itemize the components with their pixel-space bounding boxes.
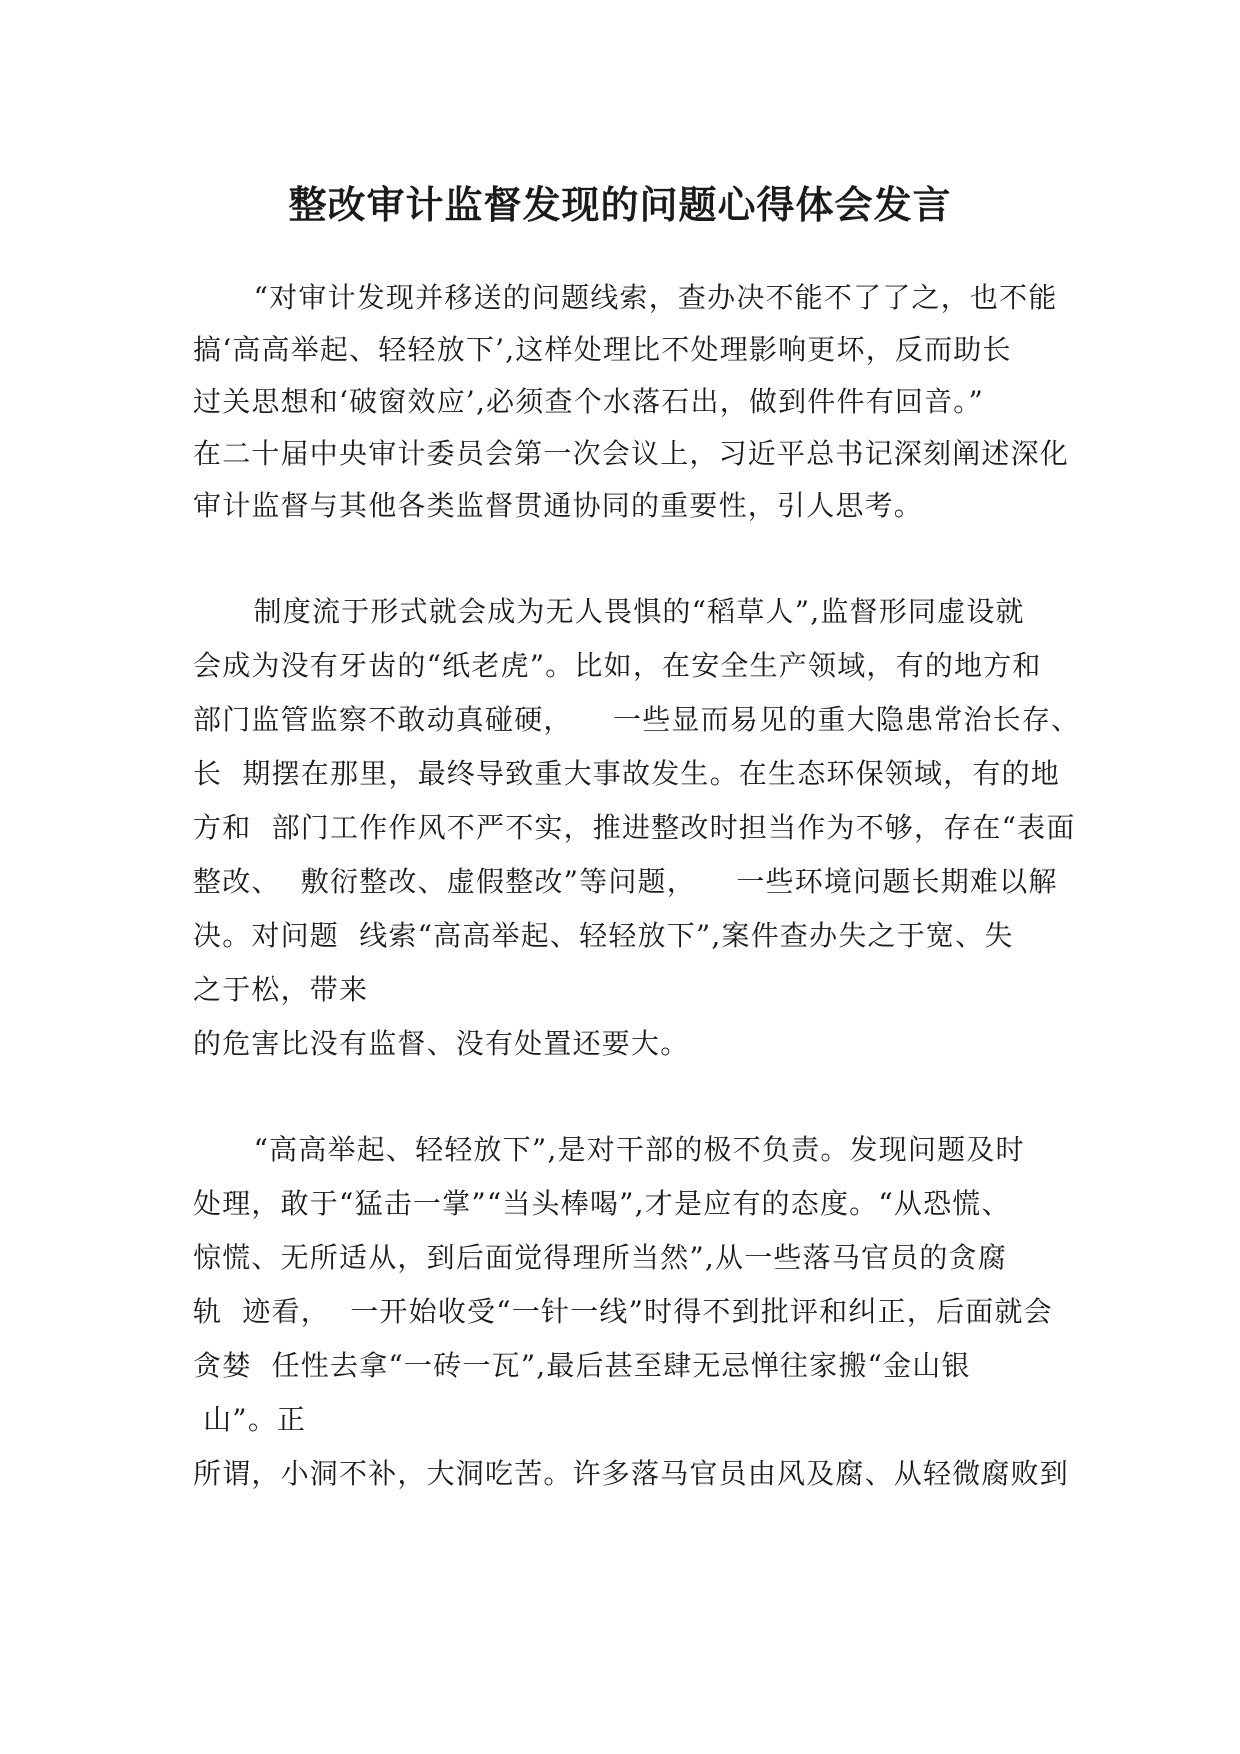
- text-line: 在二十届中央审计委员会第一次会议上，习近平总书记深刻阐述深化: [193, 437, 1070, 470]
- text-line: 轨 迹看， 一开始收受“一针一线”时得不到批评和纠正，后面就会: [193, 1295, 1053, 1328]
- text-line: 所谓，小洞不补，大洞吃苦。许多落马官员由风及腐、从轻微腐败到: [193, 1457, 1070, 1490]
- text-line: 整改、 敷衍整改、虚假整改”等问题， 一些环境问题长期难以解: [193, 865, 1058, 898]
- text-line: 的危害比没有监督、没有处置还要大。: [193, 1027, 690, 1060]
- text-line: “高高举起、轻轻放下”,是对干部的极不负责。发现问题及时: [193, 1133, 1025, 1166]
- text-line: 山”。正: [193, 1403, 307, 1436]
- text-line: 部门监管监察不敢动真碰硬， 一些显而易见的重大隐患常治长存、: [193, 703, 1081, 736]
- text-line: 制度流于形式就会成为无人畏惧的“稻草人”,监督形同虚设就: [193, 595, 1025, 628]
- text-line: “对审计发现并移送的问题线索，查办决不能不了了之，也不能: [193, 281, 1058, 314]
- document-title: 整改审计监督发现的问题心得体会发言: [288, 182, 952, 227]
- text-line: 之于松，带来: [193, 973, 369, 1006]
- text-line: 决。对问题 线索“高高举起、轻轻放下”,案件查办失之于宽、失: [193, 919, 1014, 952]
- text-line: 方和 部门工作作风不严不实，推进整改时担当作为不够，存在“表面: [193, 811, 1076, 844]
- text-line: 贪婪 任性去拿“一砖一瓦”,最后甚至肆无忌惮往家搬“金山银: [193, 1349, 971, 1382]
- text-line: 惊慌、无所适从，到后面觉得理所当然”,从一些落马官员的贪腐: [193, 1241, 1008, 1274]
- text-line: 审计监督与其他各类监督贯通协同的重要性，引人思考。: [193, 489, 924, 522]
- text-line: 会成为没有牙齿的“纸老虎”。比如，在安全生产领域，有的地方和: [193, 649, 1042, 682]
- text-line: 处理，敢于“猛击一掌”“当头棒喝”,才是应有的态度。“从恐慌、: [193, 1187, 1011, 1220]
- text-line: 长 期摆在那里，最终导致重大事故发生。在生态环保领域，有的地: [193, 757, 1061, 790]
- text-line: 过关思想和‘破窗效应’,必须查个水落石出，做到件件有回音。”: [193, 385, 985, 418]
- text-line: 搞‘高高举起、轻轻放下’,这样处理比不处理影响更坏，反而助长: [193, 333, 1012, 366]
